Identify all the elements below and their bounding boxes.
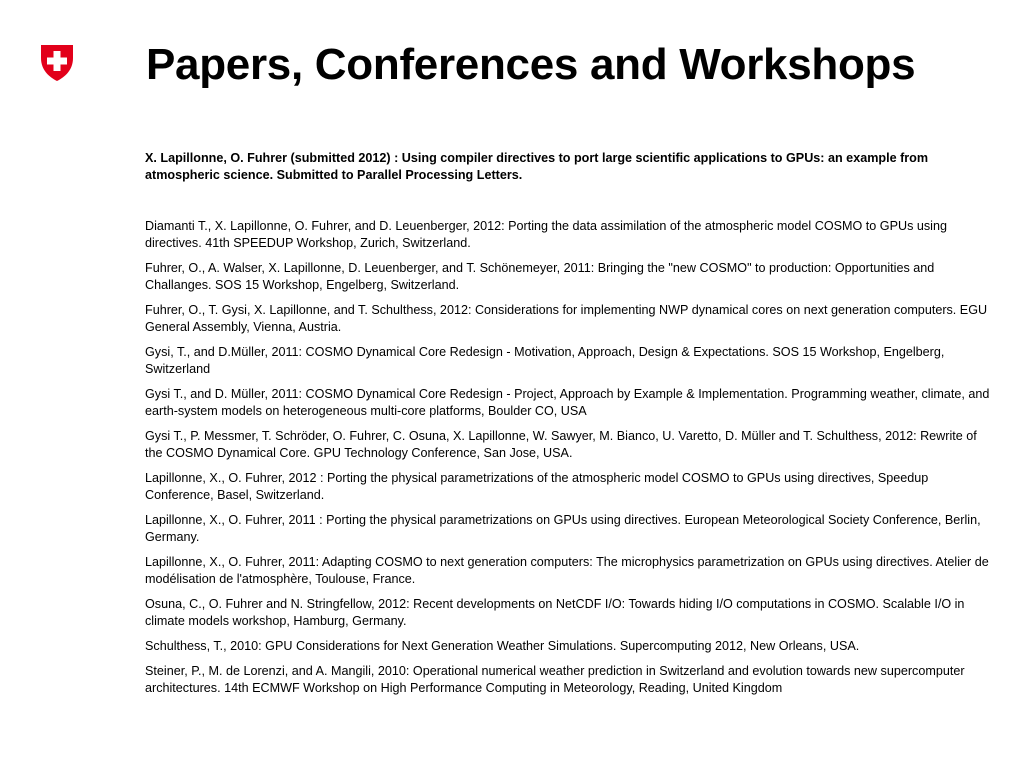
- reference-item: Diamanti T., X. Lapillonne, O. Fuhrer, and D. Leuenberger, 2012: Porting the data assimilation of the atmospheric model COSMO to GPUs using directives. 41th SPEEDUP Workshop, Zurich, Switzerland.: [145, 219, 947, 250]
- reference-item: Osuna, C., O. Fuhrer and N. Stringfellow, 2012: Recent developments on NetCDF I/O: Towards hiding I/O computations in COSMO. Scalable I/O in climate models workshop, Hamburg, Germany.: [145, 597, 965, 628]
- reference-item: Gysi T., and D. Müller, 2011: COSMO Dynamical Core Redesign - Project, Approach by Example & Implementation. Programming weather, climate, and earth-system models on heterogeneous multi-core platforms, Boulder CO, USA: [145, 387, 990, 418]
- reference-list: [145, 218, 990, 705]
- reference-item: Gysi, T., and D.Müller, 2011: COSMO Dynamical Core Redesign - Motivation, Approach, Design & Expectations. SOS 15 Workshop, Engelberg, Switzerland: [145, 345, 945, 376]
- reference-item: Fuhrer, O., T. Gysi, X. Lapillonne, and T. Schulthess, 2012: Considerations for implementing NWP dynamical cores on next generation computers. EGU General Assembly, Vienna, Austria.: [145, 303, 988, 334]
- page-title: Papers, Conferences and Workshops: [146, 40, 916, 89]
- swiss-cross-shield-icon: [40, 44, 74, 82]
- reference-item: Fuhrer, O., A. Walser, X. Lapillonne, D. Leuenberger, and T. Schönemeyer, 2011: Bringing the "new COSMO" to production: Opportunities and Challanges. SOS 15 Workshop, Engelberg, Switzerland.: [145, 261, 935, 292]
- reference-item: Lapillonne, X., O. Fuhrer, 2011 : Porting the physical parametrizations on GPUs using directives. European Meteorological Society Conference, Berlin, Germany.: [145, 513, 981, 544]
- reference-item: Steiner, P., M. de Lorenzi, and A. Mangili, 2010: Operational numerical weather prediction in Switzerland and evolution towards new supercomputer architectures. 14th ECMWF Workshop on High Performance Computing in Meteorology, Reading, United Kingdom: [145, 664, 965, 695]
- reference-item: Schulthess, T., 2010: GPU Considerations for Next Generation Weather Simulations. Supercomputing 2012, New Orleans, USA.: [145, 639, 860, 653]
- reference-item: Lapillonne, X., O. Fuhrer, 2011: Adapting COSMO to next generation computers: The microphysics parametrization on GPUs using directives. Atelier de modélisation de l'atmosphère, Toulouse, France.: [145, 555, 989, 586]
- swiss-federal-logo: [40, 44, 74, 82]
- reference-item: Lapillonne, X., O. Fuhrer, 2012 : Porting the physical parametrizations of the atmospheric model COSMO to GPUs using directives, Speedup Conference, Basel, Switzerland.: [145, 471, 929, 502]
- featured-paper: X. Lapillonne, O. Fuhrer (submitted 2012) : Using compiler directives to port large scientific applications to GPUs: an example from atmospheric science. Submitted to Parallel Processing Letters.: [145, 151, 929, 182]
- reference-item: Gysi T., P. Messmer, T. Schröder, O. Fuhrer, C. Osuna, X. Lapillonne, W. Sawyer, M. Bianco, U. Varetto, D. Müller and T. Schulthess, 2012: Rewrite of the COSMO Dynamical Core. GPU Technology Conference, San Jose, USA.: [145, 429, 977, 460]
